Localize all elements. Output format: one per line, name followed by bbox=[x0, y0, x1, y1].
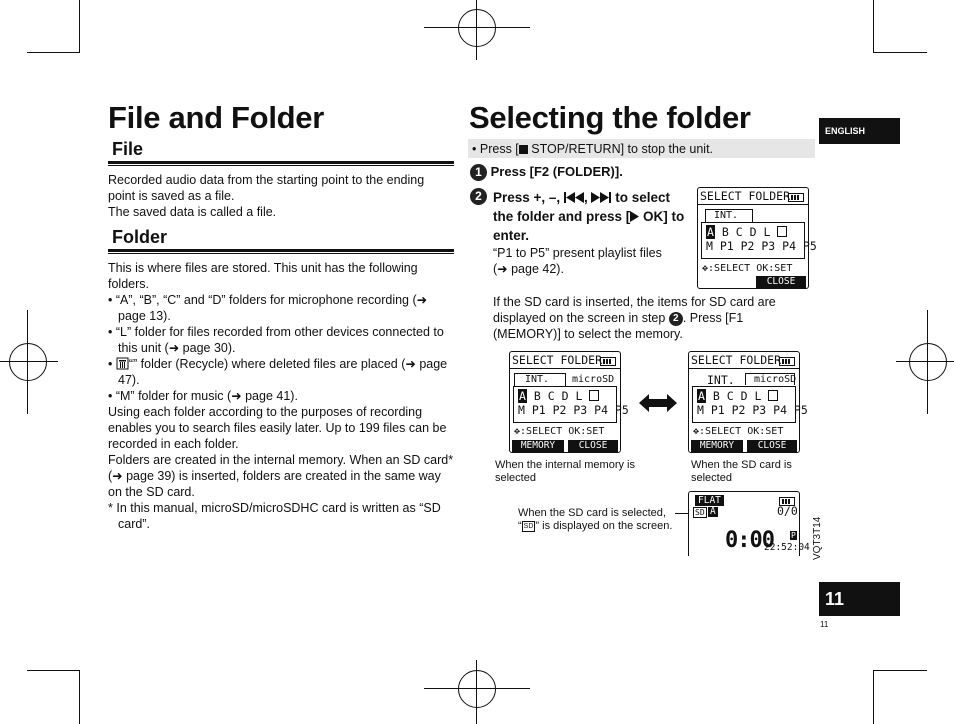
lcd-folder: D bbox=[740, 389, 748, 403]
skip-back-icon bbox=[564, 192, 584, 203]
caption-sd: When the SD card is selected bbox=[691, 459, 792, 484]
lcd-close-softkey: CLOSE bbox=[747, 440, 797, 452]
lcd-folder-row2: M P1 P2 P3 P4 P5 bbox=[697, 403, 808, 417]
lcd-folder-row1 bbox=[697, 390, 778, 402]
lcd-microsd-tab: microSD bbox=[572, 374, 615, 385]
lcd-select-label: :SELECT bbox=[520, 426, 563, 437]
stop-square-icon bbox=[519, 145, 528, 154]
file-heading-thin-rule bbox=[108, 165, 454, 166]
page-title-file-and-folder: File and Folder bbox=[108, 100, 324, 135]
lcd-divider bbox=[510, 368, 620, 369]
lcd-header: SELECT FOLDER bbox=[691, 353, 782, 367]
lcd-divider bbox=[689, 368, 799, 369]
lcd-header: SELECT FOLDER bbox=[700, 189, 791, 203]
step-2-part: OK] to enter. bbox=[493, 209, 685, 243]
battery-icon bbox=[600, 357, 616, 366]
step-1 bbox=[470, 164, 623, 181]
lcd-folder-a: A bbox=[710, 506, 716, 517]
folder-heading: Folder bbox=[112, 227, 168, 247]
footnote-text: In this manual, microSD/microSDHC card is written as “SD card”. bbox=[116, 501, 441, 531]
prep-text: STOP/RETURN] to stop the unit. bbox=[527, 142, 714, 156]
paragraph: Using each folder according to the purposes of recording enables you to search files easily later. Up to 199 files can be recorded in each folder. bbox=[108, 405, 447, 451]
lcd-int-tab: INT. bbox=[705, 209, 753, 222]
model-code: VQT3T14 bbox=[812, 516, 823, 560]
lcd-folder-a: A bbox=[698, 389, 705, 403]
lcd-elapsed-time: 0:00 bbox=[725, 528, 774, 553]
step-2-part: to select the folder and press [ bbox=[493, 190, 670, 224]
lcd-header: SELECT FOLDER bbox=[512, 353, 603, 367]
bullet-text: “M” folder for music (➜ page 41). bbox=[115, 389, 298, 403]
lcd-p-badge: P bbox=[791, 531, 796, 540]
lcd-sd-selected bbox=[688, 351, 808, 453]
sd-note-text: . Press [F1 (MEMORY)] to select the memory. bbox=[493, 311, 744, 341]
caption-internal: When the internal memory is selected bbox=[495, 459, 635, 484]
page-title-selecting-folder: Selecting the folder bbox=[469, 100, 751, 135]
step-2-text bbox=[493, 188, 690, 245]
step-number: 1 bbox=[470, 164, 487, 181]
lcd-memory-softkey: MEMORY bbox=[512, 440, 564, 452]
lcd-close-softkey: CLOSE bbox=[568, 440, 618, 452]
footnote-mark: * bbox=[108, 501, 113, 515]
lcd-folder-a: A bbox=[707, 225, 714, 239]
lcd-folder-row1 bbox=[706, 226, 787, 238]
lcd-folder: L bbox=[575, 389, 583, 403]
step-number: 2 bbox=[470, 188, 487, 205]
lcd-folder: C bbox=[547, 389, 555, 403]
lcd-folder: B bbox=[712, 389, 720, 403]
lcd-folder-a: A bbox=[519, 389, 526, 403]
lcd-select-folder-int bbox=[697, 187, 817, 289]
quote-open: “ bbox=[518, 520, 522, 532]
sd-selected-text: ” is displayed on the screen. bbox=[535, 520, 673, 532]
lcd-close-softkey: CLOSE bbox=[756, 276, 806, 288]
bullet-item: • “L” folder for files recorded from other devices connected to this unit (➜ page 30). bbox=[108, 325, 444, 355]
lcd-int-tab: INT. bbox=[514, 373, 566, 386]
lcd-okset-label: OK:SET bbox=[568, 426, 605, 437]
play-icon bbox=[630, 211, 639, 222]
battery-icon bbox=[779, 357, 795, 366]
bullet-item: • “” folder (Recycle) where deleted files are placed (➜ page 47). bbox=[108, 357, 448, 387]
lcd-folder: L bbox=[754, 389, 762, 403]
bullet-text: “L” folder for files recorded from other devices connected to this unit (➜ page 30). bbox=[115, 325, 444, 355]
swap-arrow-icon bbox=[639, 393, 677, 413]
step-ref: 2 bbox=[669, 312, 683, 326]
lcd-hint: ✥:SELECT OK:SET bbox=[514, 426, 605, 437]
step-2 bbox=[470, 188, 690, 277]
lcd-divider bbox=[698, 204, 808, 205]
step-2-part: , bbox=[583, 190, 592, 205]
skip-forward-icon bbox=[591, 192, 611, 203]
folder-heading-thin-rule bbox=[108, 253, 454, 254]
lcd-folder: B bbox=[533, 389, 541, 403]
sd-card-note bbox=[493, 294, 783, 342]
footnote bbox=[108, 500, 454, 532]
lcd-folder: D bbox=[749, 225, 757, 239]
lcd-okset-label: OK:SET bbox=[756, 263, 793, 274]
lcd-int-tab: INT. bbox=[707, 373, 735, 387]
file-text-line: The saved data is called a file. bbox=[108, 205, 277, 219]
lcd-folder-row2: M P1 P2 P3 P4 P5 bbox=[706, 239, 817, 253]
lcd-memory-softkey: MEMORY bbox=[691, 440, 743, 452]
page-number-small: 11 bbox=[820, 620, 829, 629]
lcd-trash-icon bbox=[589, 390, 599, 401]
bullet-dot: • bbox=[472, 142, 477, 156]
bullet-item: • “A”, “B”, “C” and “D” folders for microphone recording (➜ page 13). bbox=[108, 293, 428, 323]
lcd-flat-badge: FLAT bbox=[695, 495, 724, 506]
lcd-sd-icon: SD bbox=[695, 508, 705, 517]
trash-icon bbox=[116, 357, 129, 370]
prep-text: Press [ bbox=[479, 142, 519, 156]
lcd-folder: B bbox=[721, 225, 729, 239]
file-heading: File bbox=[112, 139, 144, 159]
bullet-text: “A”, “B”, “C” and “D” folders for microphone recording (➜ page 13). bbox=[115, 293, 428, 323]
lcd-folder-row1 bbox=[518, 390, 599, 402]
bullet-item: • “M” folder for music (➜ page 41). bbox=[108, 389, 298, 403]
lcd-folder-row2: M P1 P2 P3 P4 P5 bbox=[518, 403, 629, 417]
lcd-folder: C bbox=[735, 225, 743, 239]
lcd-trash-icon bbox=[777, 226, 787, 237]
battery-icon bbox=[788, 193, 804, 202]
preparation-band bbox=[468, 139, 815, 158]
lcd-internal-selected bbox=[509, 351, 629, 453]
lcd-folder: L bbox=[763, 225, 771, 239]
left-column bbox=[108, 101, 454, 532]
lcd-hint: ✥:SELECT OK:SET bbox=[702, 263, 793, 274]
folder-heading-rule bbox=[108, 249, 454, 252]
lcd-okset-label: OK:SET bbox=[747, 426, 784, 437]
lcd-select-label: :SELECT bbox=[708, 263, 751, 274]
sd-note-text: If the SD card is inserted, the items for SD card are displayed on the screen in step bbox=[493, 295, 776, 325]
folder-description bbox=[108, 260, 454, 532]
lcd-file-count: 0/0 bbox=[777, 504, 798, 518]
file-text-line: Recorded audio data from the starting point to the ending point is saved as a file. bbox=[108, 173, 425, 203]
lcd-clock: 22:52:04 bbox=[764, 542, 810, 553]
file-heading-rule bbox=[108, 161, 454, 164]
sd-selected-text: When the SD card is selected, bbox=[518, 507, 666, 519]
lcd-select-label: :SELECT bbox=[699, 426, 742, 437]
step-1-text: Press [F2 (FOLDER)]. bbox=[490, 164, 623, 179]
folder-intro: This is where files are stored. This unit has the following folders. bbox=[108, 261, 418, 291]
lcd-recording-screen bbox=[688, 491, 810, 556]
sd-icon: SD bbox=[523, 523, 534, 530]
file-description bbox=[108, 172, 454, 220]
lcd-folder: C bbox=[726, 389, 734, 403]
step-2-note: “P1 to P5” present playlist files (➜ page 42). bbox=[493, 246, 662, 276]
sd-selected-note bbox=[518, 507, 678, 533]
page-number-tab: 11 bbox=[819, 582, 900, 616]
sd-selected-line2 bbox=[518, 520, 678, 533]
language-tab: ENGLISH bbox=[819, 118, 900, 144]
lcd-trash-icon bbox=[768, 390, 778, 401]
lcd-folder: D bbox=[561, 389, 569, 403]
step-2-part: Press +, –, bbox=[493, 190, 564, 205]
lcd-microsd-tab: microSD bbox=[745, 373, 795, 385]
paragraph: Folders are created in the internal memory. When an SD card* (➜ page 39) is inserted, folders are created in the same way on the SD card. bbox=[108, 453, 454, 499]
lcd-hint: ✥:SELECT OK:SET bbox=[693, 426, 784, 437]
bullet-text: “” folder (Recycle) where deleted files are placed (➜ page 47). bbox=[118, 357, 448, 387]
